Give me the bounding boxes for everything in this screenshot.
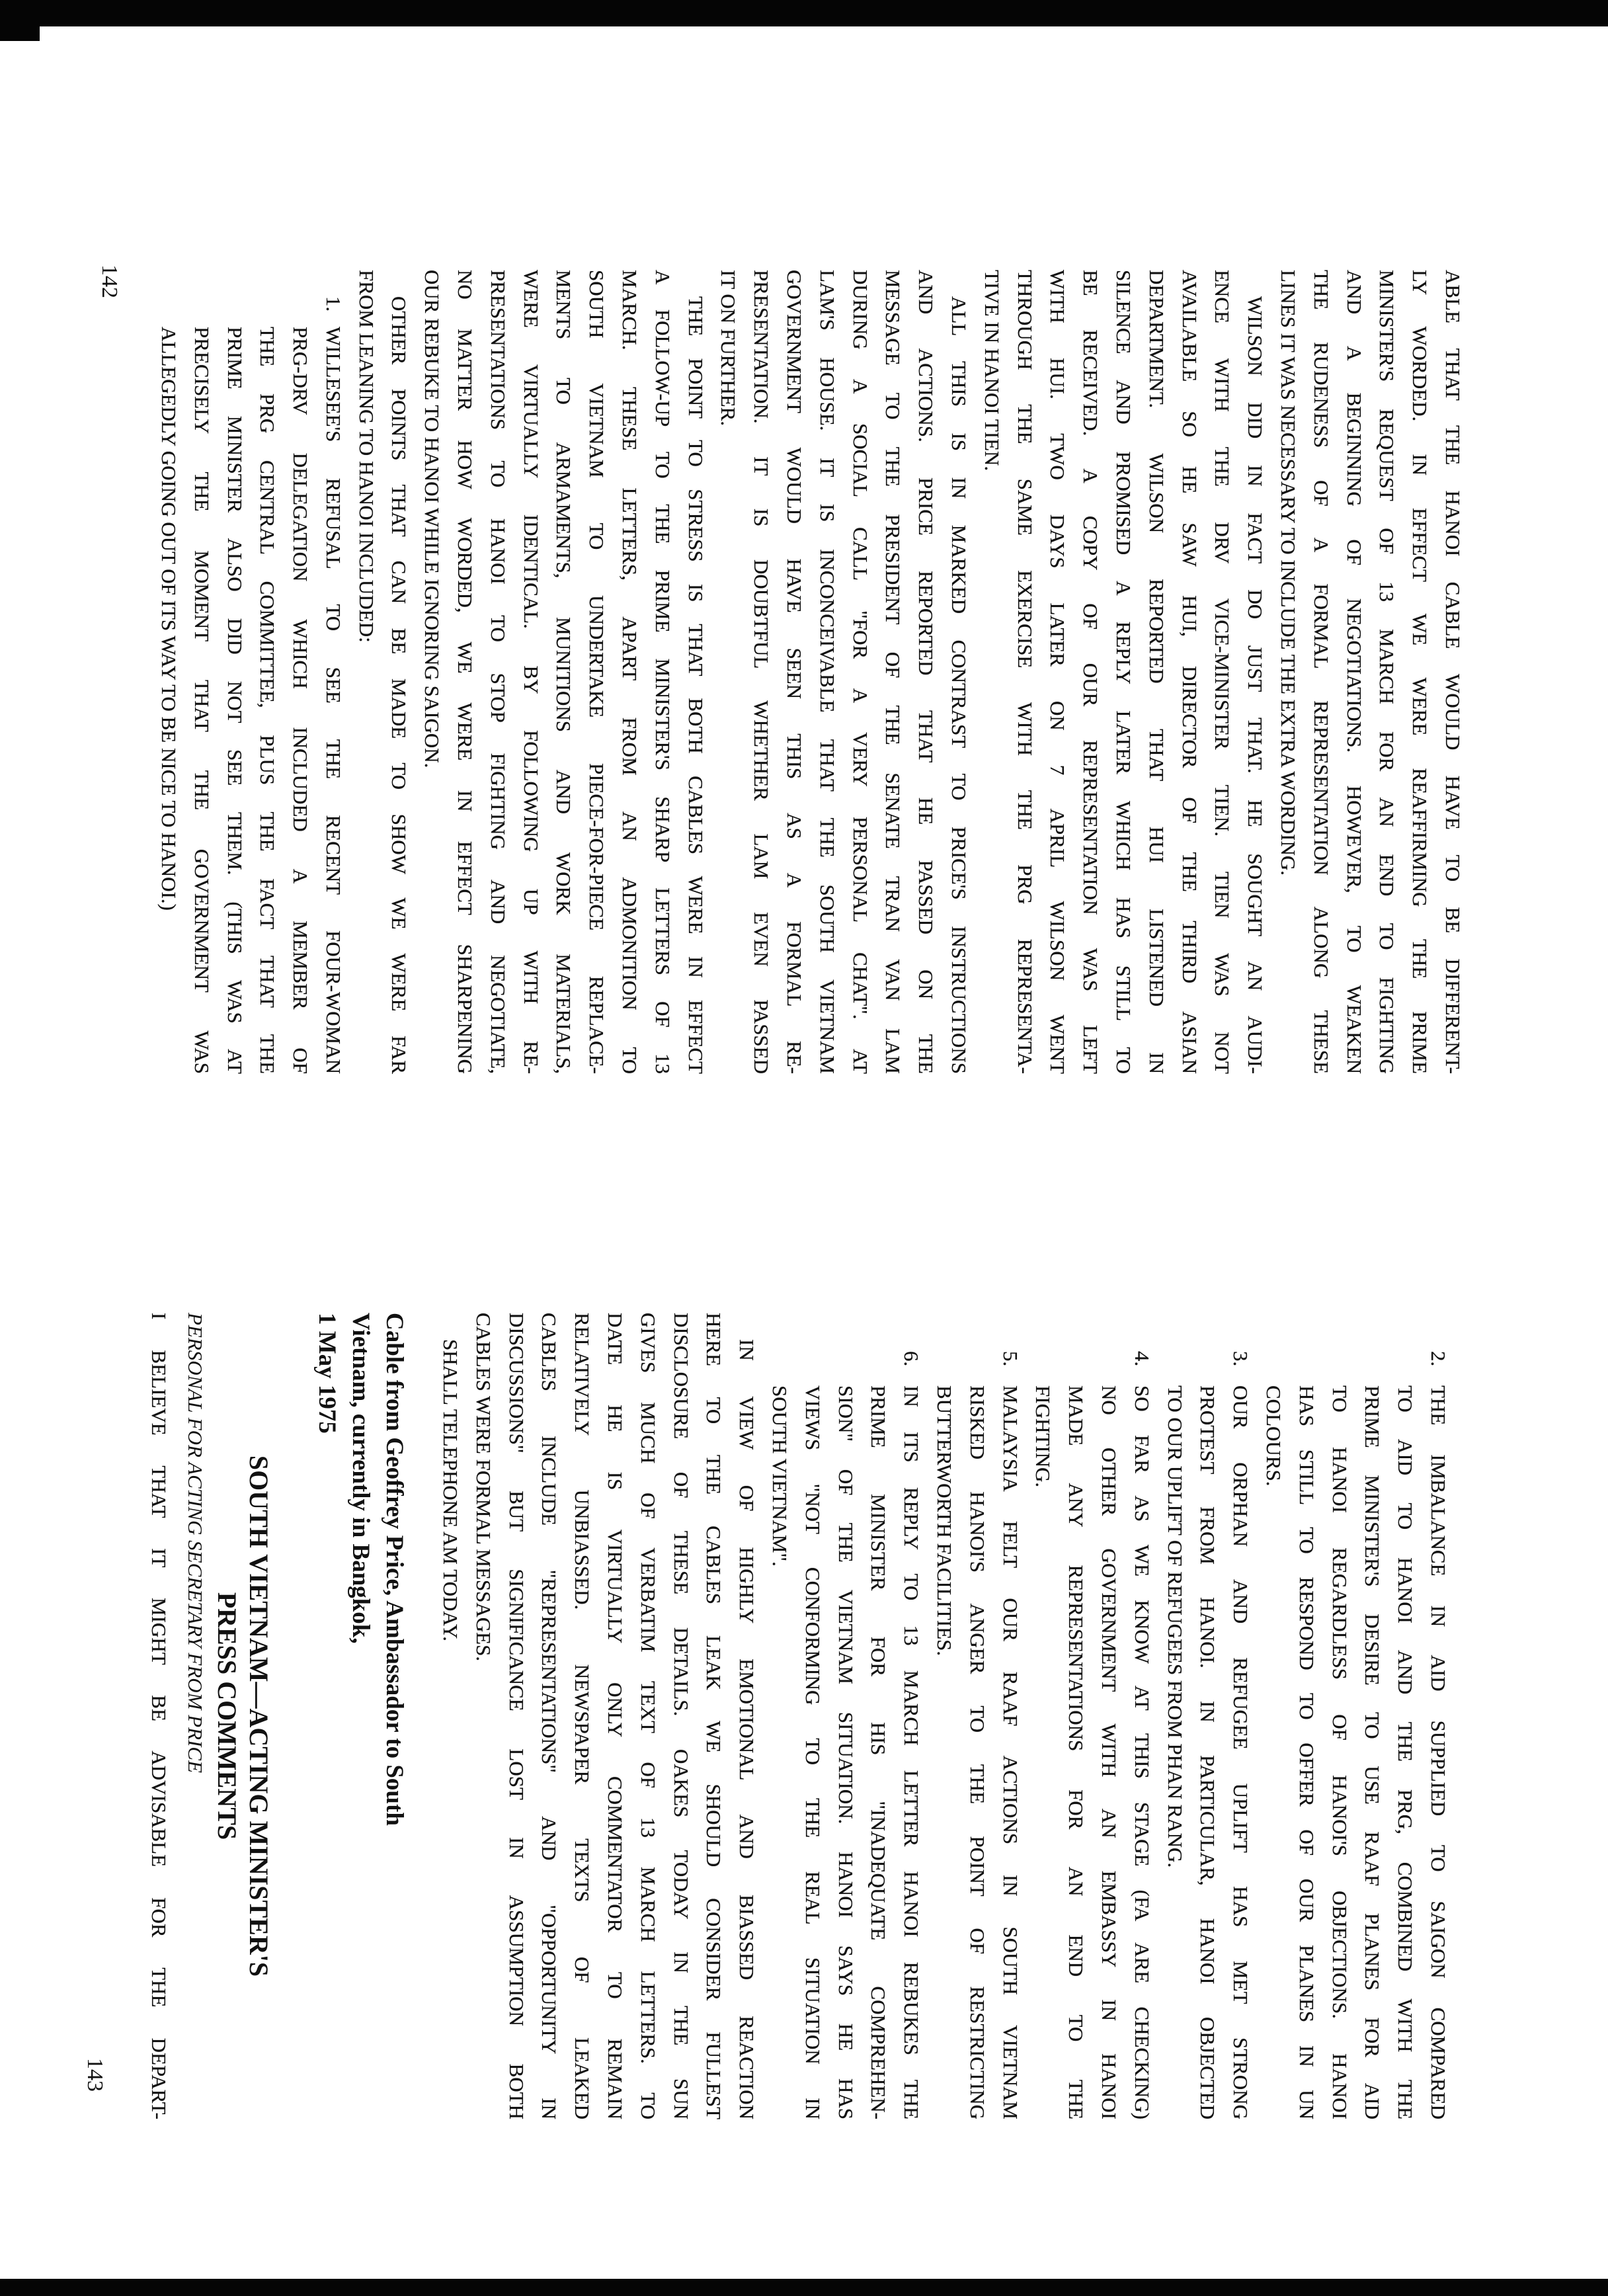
source-line: 1 May 1975 <box>313 1313 341 1434</box>
text-line <box>1158 1313 1191 2119</box>
text-line <box>1436 270 1469 1074</box>
line-text: IN VIEW OF HIGHLY EMOTIONAL AND BIASSED REACTION <box>735 1339 759 2119</box>
text-line <box>1107 270 1140 1074</box>
numbered-item <box>763 1313 928 2119</box>
text-line <box>1338 270 1371 1074</box>
line-text: OTHER POINTS THAT CAN BE MADE TO SHOW WE WERE FAR <box>387 296 411 1074</box>
text-line <box>434 1313 467 2119</box>
line-text: BUTTERWORTH FACILITIES. <box>933 1385 957 1657</box>
text-line <box>862 1313 895 2119</box>
item-number: 3. <box>1229 1351 1253 1367</box>
text-line <box>1238 270 1271 1074</box>
line-text: PRESENTATION. IT IS DOUBTFUL WHETHER LAM EVEN PASSED <box>750 270 774 1074</box>
text-line <box>1403 270 1436 1074</box>
line-text: SHALL TELEPHONE AM TODAY. <box>439 1339 463 1642</box>
line-text: MADE ANY REPRESENTATIONS FOR AN END TO THE <box>1065 1385 1088 2119</box>
text-line <box>1224 1313 1257 2119</box>
line-text: THE RUDENESS OF A FORMAL REPRESENTATION ALONG THESE <box>1309 270 1333 1074</box>
line-text: DATE HE IS VIRTUALLY ONLY COMMENTATOR TO REMAIN <box>604 1313 627 2119</box>
text-line <box>1027 1313 1060 2119</box>
text-line <box>961 1313 994 2119</box>
line-text: MINISTER'S REQUEST OF 13 MARCH FOR AN END TO FIGHTING <box>1375 270 1399 1074</box>
page-143-body <box>143 1313 1455 2119</box>
text-line <box>218 270 251 1074</box>
item-number: 1. <box>321 296 345 312</box>
text-line <box>613 270 646 1074</box>
text-line <box>514 270 547 1074</box>
line-text: PRIME MINISTER'S DESIRE TO USE RAAF PLANES FOR AID <box>1361 1385 1385 2119</box>
line-text: SOUTH VIETNAM". <box>768 1385 792 1567</box>
text-line <box>712 270 745 1074</box>
line-text: PRECISELY THE MOMENT THAT THE GOVERNMENT WAS <box>190 327 214 1074</box>
line-text: VIEWS "NOT CONFORMING TO THE REAL SITUATION IN <box>801 1385 824 2119</box>
line-text: FROM LEANING TO HANOI INCLUDED: <box>354 270 378 643</box>
line-text: GIVES MUCH OF VERBATIM TEXT OF 13 MARCH LETTERS. TO <box>636 1313 660 2119</box>
line-text: SION" OF THE VIETNAM SITUATION. HANOI SAYS HE HAS <box>834 1385 858 2119</box>
paragraph <box>416 270 712 1074</box>
heading-line: PRESS COMMENTS <box>212 1592 243 1840</box>
continuation-line: I BELIEVE THAT IT MIGHT BE ADVISABLE FOR THE DEPART- <box>147 1313 171 2119</box>
source-line: Cable from Geoffrey Price, Ambassador to South <box>381 1313 409 1826</box>
text-line <box>1125 1313 1158 2119</box>
paragraph <box>350 270 416 1074</box>
line-text: THE PRG CENTRAL COMMITTEE, PLUS THE FACT THAT THE <box>256 327 280 1074</box>
page-number-142: 142 <box>97 265 122 298</box>
line-text: LINES IT WAS NECESSARY TO INCLUDE THE EXTRA WORDING. <box>1277 270 1301 876</box>
text-line <box>448 270 481 1074</box>
text-line <box>500 1313 533 2119</box>
item-number: 5. <box>998 1351 1022 1367</box>
line-text: DISCLOSURE OF THESE DETAILS. OAKES TODAY IN THE SUN <box>669 1313 693 2119</box>
text-line <box>646 270 679 1074</box>
line-text: HERE TO THE CABLES LEAK WE SHOULD CONSIDER FULLEST <box>702 1313 726 2119</box>
line-text: LAM'S HOUSE. IT IS INCONCEIVABLE THAT THE SOUTH VIETNAM <box>815 270 839 1074</box>
numbered-item <box>152 270 350 1074</box>
line-text: PRIME MINISTER ALSO DID NOT SEE THEM. (THIS WAS AT <box>223 327 247 1074</box>
numbered-item <box>1027 1313 1158 2119</box>
numbered-item <box>1158 1313 1257 2119</box>
text-line <box>317 270 350 1074</box>
text-line <box>679 270 712 1074</box>
line-text: ALLEGEDLY GOING OUT OF ITS WAY TO BE NICE TO HANOI.) <box>157 327 181 911</box>
text-line <box>778 270 811 1074</box>
text-line <box>1191 1313 1225 2119</box>
page-142-body <box>152 270 1469 1074</box>
document-heading <box>211 1313 274 2119</box>
line-text: TIVE IN HANOI TIEN. <box>980 270 1004 472</box>
line-text: OUR ORPHAN AND REFUGEE UPLIFT HAS MET STRONG <box>1229 1385 1253 2119</box>
line-text: AVAILABLE SO HE SAW HUI, DIRECTOR OF THE THIRD ASIAN <box>1178 270 1201 1074</box>
line-text: TO HANOI REGARDLESS OF HANOI'S OBJECTIONS. HANOI <box>1328 1385 1351 2119</box>
text-line <box>829 1313 862 2119</box>
text-line <box>1092 1313 1125 2119</box>
line-text: IN ITS REPLY TO 13 MARCH LETTER HANOI REBUKES THE <box>900 1385 924 2119</box>
page-143-paragraphs <box>434 1313 1455 2119</box>
line-text: OUR REBUKE TO HANOI WHILE IGNORING SAIGON. <box>421 270 444 768</box>
text-line <box>1290 1313 1323 2119</box>
paragraph <box>712 270 975 1074</box>
text-line <box>942 270 975 1074</box>
line-text: RISKED HANOI'S ANGER TO THE POINT OF RESTRICTING <box>965 1385 989 2119</box>
text-line <box>350 270 383 1074</box>
text-line <box>664 1313 698 2119</box>
line-text: A FOLLOW-UP TO THE PRIME MINISTER'S SHARP LETTERS OF 13 <box>651 270 674 1074</box>
text-line <box>763 1313 796 2119</box>
text-line <box>994 1313 1027 2119</box>
line-text: TO AID TO HANOI AND THE PRG, COMBINED WITH THE <box>1394 1385 1418 2119</box>
line-text: MESSAGE TO THE PRESIDENT OF THE SENATE TRAN VAN LAM <box>881 270 905 1074</box>
text-line <box>730 1313 763 2119</box>
text-line <box>631 1313 664 2119</box>
paragraph <box>467 1313 763 2119</box>
line-text: IT ON FURTHER. <box>717 270 741 427</box>
text-line <box>1059 1313 1092 2119</box>
line-text: PRIME MINISTER FOR HIS "INADEQUATE COMPREHEN- <box>867 1385 891 2119</box>
line-text: THE IMBALANCE IN AID SUPPLIED TO SAIGON COMPARED <box>1427 1385 1450 2119</box>
item-number: 6. <box>900 1351 924 1367</box>
text-line <box>909 270 942 1074</box>
text-line <box>895 1313 928 2119</box>
text-line <box>284 270 317 1074</box>
line-text: TO OUR UPLIFT OF REFUGEES FROM PHAN RANG. <box>1163 1385 1187 1868</box>
line-text: AND A BEGINNING OF NEGOTIATIONS. HOWEVER, TO WEAKEN <box>1342 270 1366 1074</box>
text-line <box>580 270 613 1074</box>
text-line <box>533 1313 566 2119</box>
page-number-143: 143 <box>83 2058 107 2092</box>
text-line <box>383 270 416 1074</box>
line-text: SOUTH VIETNAM TO UNDERTAKE PIECE-FOR-PIECE REPLACE- <box>585 270 609 1074</box>
document-subheading: PERSONAL FOR ACTING SECRETARY FROM PRICE <box>184 1313 208 1774</box>
text-line <box>1356 1313 1389 2119</box>
line-text: AND ACTIONS. PRICE REPORTED THAT HE PASSED ON THE <box>914 270 938 1074</box>
line-text: DISCUSSIONS" BUT SIGNIFICANCE LOST IN ASSUMPTION BOTH <box>504 1313 528 2119</box>
text-line <box>1140 270 1173 1074</box>
numbered-item <box>1257 1313 1455 2119</box>
text-line <box>1323 1313 1356 2119</box>
line-text: MALAYSIA FELT OUR RAAF ACTIONS IN SOUTH VIETNAM <box>998 1385 1022 2119</box>
text-line <box>1206 270 1239 1074</box>
text-line <box>698 1313 731 2119</box>
line-text: DEPARTMENT. WILSON REPORTED THAT HUI LISTENED IN <box>1145 270 1168 1074</box>
line-text: PRG-DRV DELEGATION WHICH INCLUDED A MEMBER OF <box>289 327 313 1074</box>
text-line <box>467 1313 500 2119</box>
line-text: ALL THIS IS IN MARKED CONTRAST TO PRICE'S INSTRUCTIONS <box>947 296 971 1074</box>
line-text: CABLES INCLUDE "REPRESENTATIONS" AND "OPPORTUNITY IN <box>538 1313 561 2119</box>
text-line <box>1173 270 1206 1074</box>
line-text: WITH HUI. TWO DAYS LATER ON 7 APRIL WILSON WENT <box>1046 270 1070 1074</box>
text-line <box>1257 1313 1290 2119</box>
text-line <box>1271 270 1305 1074</box>
line-text: ENCE WITH THE DRV VICE-MINISTER TIEN. TIEN WAS NOT <box>1211 270 1234 1074</box>
line-text: NO MATTER HOW WORDED, WE WERE IN EFFECT SHARPENING <box>454 270 477 1074</box>
line-text: LY WORDED. IN EFFECT WE WERE REAFFIRMING THE PRIME <box>1408 270 1432 1074</box>
line-text: WERE VIRTUALLY IDENTICAL. BY FOLLOWING UP WITH RE- <box>519 270 543 1074</box>
text-line <box>416 270 449 1074</box>
text-line <box>1074 270 1107 1074</box>
line-text: THROUGH THE SAME EXERCISE WITH THE PRG REPRESENTA- <box>1013 270 1037 1074</box>
text-line <box>877 270 910 1074</box>
line-text: FIGHTING. <box>1031 1385 1055 1488</box>
text-line <box>1388 1313 1422 2119</box>
line-text: MENTS TO ARMAMENTS, MUNITIONS AND WORK MATERIALS, <box>552 270 576 1074</box>
text-line <box>744 270 778 1074</box>
line-text: WILSON DID IN FACT DO JUST THAT. HE SOUGHT AN AUDI- <box>1244 296 1267 1074</box>
text-line <box>1371 270 1404 1074</box>
line-text: MARCH. THESE LETTERS, APART FROM AN ADMONITION TO <box>618 270 642 1074</box>
paragraph <box>434 1313 467 2119</box>
text-line <box>811 270 844 1074</box>
line-text: THE POINT TO STRESS IS THAT BOTH CABLES WERE IN EFFECT <box>684 296 707 1074</box>
source-line: Vietnam, currently in Bangkok, <box>347 1313 375 1644</box>
text-line <box>928 1313 961 2119</box>
text-line <box>975 270 1008 1074</box>
item-number: 4. <box>1130 1351 1154 1367</box>
paragraph <box>1271 270 1469 1074</box>
text-line <box>152 270 185 1074</box>
numbered-item <box>928 1313 1026 2119</box>
text-line <box>1422 1313 1455 2119</box>
text-line <box>1305 270 1338 1074</box>
line-text: CABLES WERE FORMAL MESSAGES. <box>471 1313 495 1662</box>
line-text: COLOURS. <box>1262 1385 1286 1487</box>
text-line <box>844 270 877 1074</box>
text-line <box>1041 270 1074 1074</box>
line-text: RELATIVELY UNBIASSED. NEWSPAPER TEXTS OF LEAKED <box>571 1313 594 2119</box>
document-source <box>310 1313 411 2119</box>
text-line <box>565 1313 598 2119</box>
line-text: SILENCE AND PROMISED A REPLY LATER WHICH HAS STILL TO <box>1112 270 1136 1074</box>
text-line <box>547 270 581 1074</box>
line-text: SO FAR AS WE KNOW AT THIS STAGE (FA ARE CHECKING) <box>1130 1385 1154 2119</box>
line-text: DURING A SOCIAL CALL "FOR A VERY PERSONAL CHAT". AT <box>848 270 872 1074</box>
line-text: WILLESEE'S REFUSAL TO SEE THE RECENT FOUR-WOMAN <box>321 327 345 1074</box>
heading-line: SOUTH VIETNAM—ACTING MINISTER'S <box>244 1455 274 1977</box>
text-line <box>1008 270 1041 1074</box>
text-line <box>185 270 218 1074</box>
text-line <box>796 1313 829 2119</box>
line-text: NO OTHER GOVERNMENT WITH AN EMBASSY IN HANOI <box>1098 1385 1121 2119</box>
line-text: PRESENTATIONS TO HANOI TO STOP FIGHTING AND NEGOTIATE, <box>486 270 510 1074</box>
line-text: ABLE THAT THE HANOI CABLE WOULD HAVE TO BE DIFFERENT- <box>1441 270 1465 1074</box>
paragraph <box>975 270 1271 1074</box>
line-text: PROTEST FROM HANOI. IN PARTICULAR, HANOI OBJECTED <box>1196 1385 1220 2119</box>
line-text: HAS STILL TO RESPOND TO OFFER OF OUR PLANES IN UN <box>1295 1385 1318 2119</box>
text-line <box>481 270 514 1074</box>
line-text: GOVERNMENT WOULD HAVE SEEN THIS AS A FORMAL RE- <box>783 270 807 1074</box>
item-number: 2. <box>1427 1351 1450 1367</box>
text-line <box>598 1313 631 2119</box>
text-line <box>251 270 284 1074</box>
line-text: BE RECEIVED. A COPY OF OUR REPRESENTATION WAS LEFT <box>1079 270 1103 1074</box>
